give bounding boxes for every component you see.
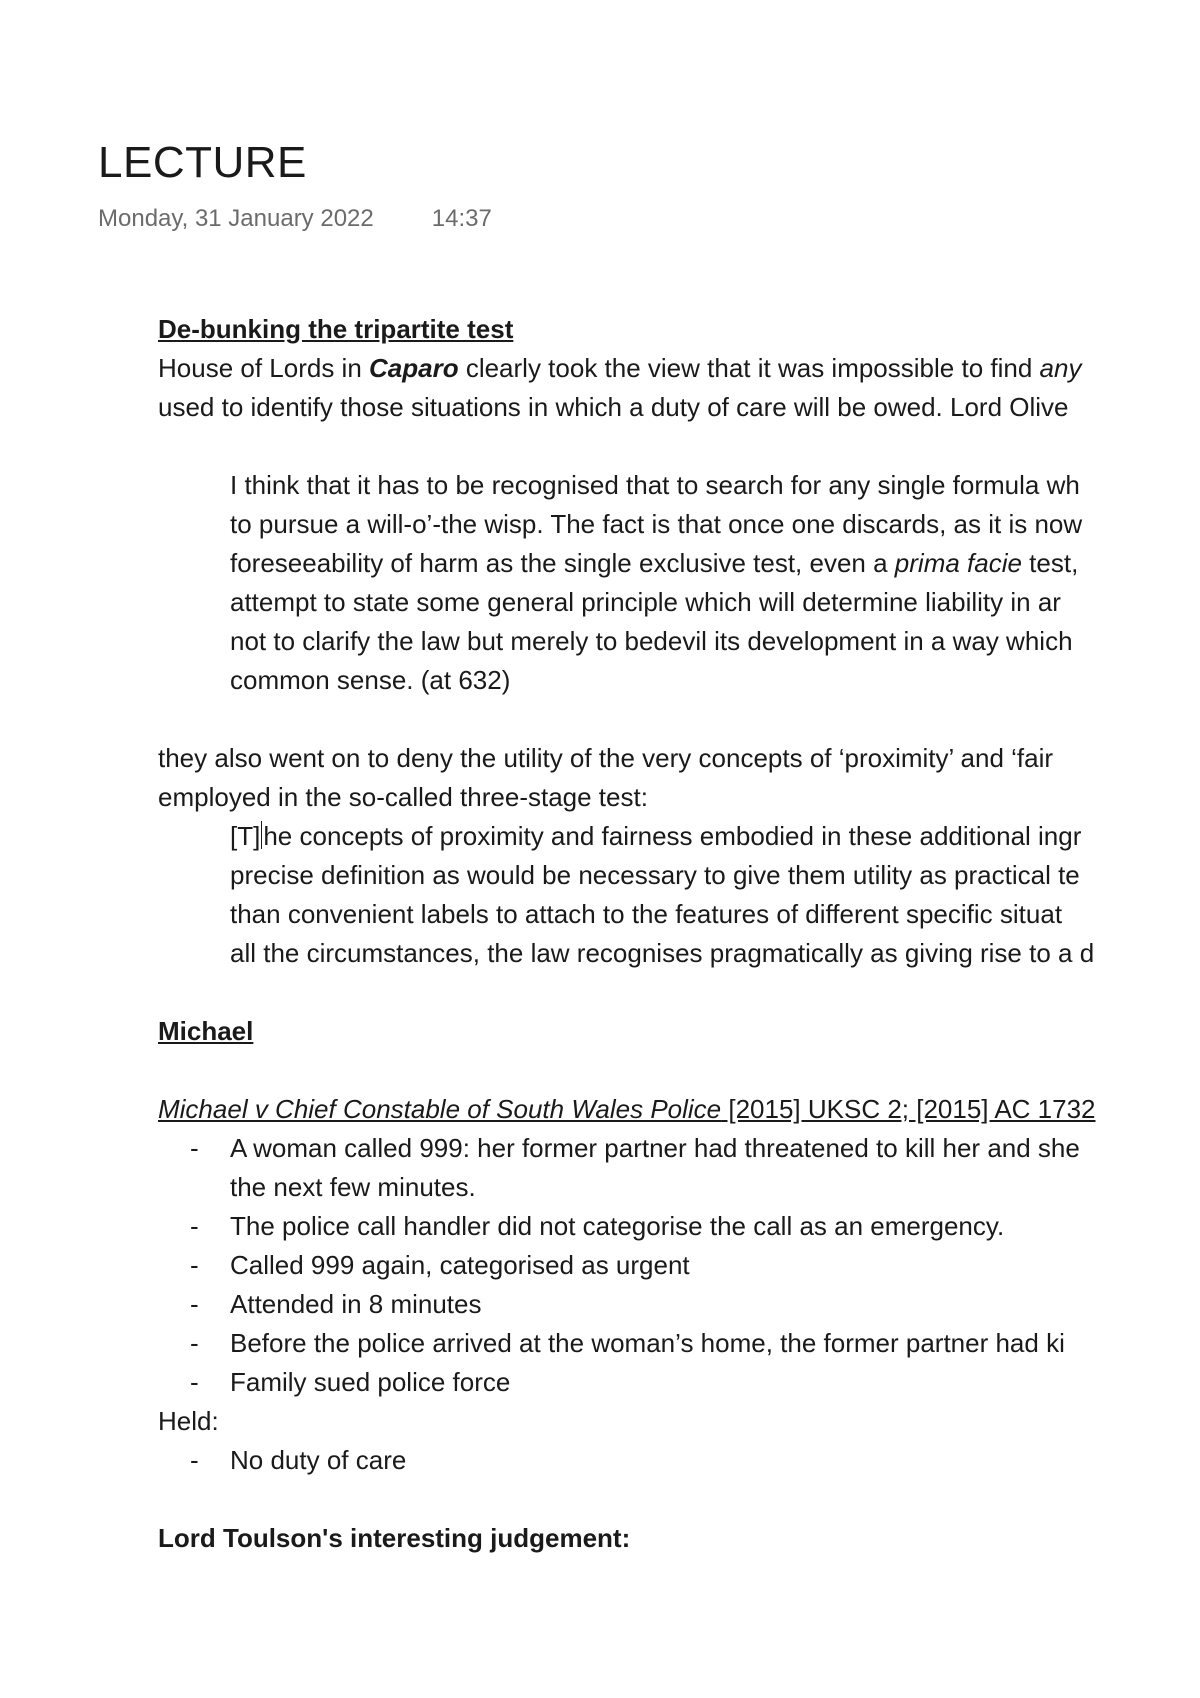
paragraph-proximity-line-1: they also went on to deny the utility of the very concepts of ‘proximity’ and ‘fair bbox=[158, 743, 1054, 773]
list-item-text: A woman called 999: her former partner had threatened to kill her and she bbox=[230, 1133, 1080, 1163]
bullet-dash: - bbox=[190, 1445, 199, 1475]
bullet-dash: - bbox=[190, 1328, 199, 1358]
list-item-text: Called 999 again, categorised as urgent bbox=[230, 1250, 690, 1280]
quote-oliver-line-6: common sense. (at 632) bbox=[230, 665, 511, 695]
list-item-text: Family sued police force bbox=[230, 1367, 511, 1397]
paragraph-caparo-line-1 bbox=[158, 349, 1200, 388]
text-run-italic: prima facie bbox=[894, 548, 1022, 578]
quote-proximity-line-4: all the circumstances, the law recognises pragmatically as giving rise to a d bbox=[230, 938, 1095, 968]
text-run: [T] bbox=[230, 821, 261, 851]
case-name-caparo: Caparo bbox=[369, 353, 459, 383]
text-run-italic: any bbox=[1039, 353, 1082, 383]
list-item bbox=[158, 1246, 1200, 1285]
bullet-dash: - bbox=[190, 1211, 199, 1241]
paragraph-proximity-line-2: employed in the so-called three-stage test: bbox=[158, 782, 648, 812]
clipped-text-line bbox=[158, 1571, 1200, 1577]
text-run: he concepts of proximity and fairness embodied in these additional ingr bbox=[263, 821, 1082, 851]
quote-proximity-line-1 bbox=[158, 817, 1200, 856]
quote-oliver-line-4: attempt to state some general principle which will determine liability in ar bbox=[230, 587, 1061, 617]
quote-oliver-line-1: I think that it has to be recognised that to search for any single formula wh bbox=[230, 470, 1080, 500]
bullet-dash: - bbox=[190, 1367, 199, 1397]
list-item bbox=[158, 1441, 1200, 1480]
page-date: Monday, 31 January 2022 bbox=[98, 205, 374, 232]
section-heading-toulson: Lord Toulson's interesting judgement: bbox=[158, 1523, 631, 1553]
note-content[interactable] bbox=[158, 310, 1200, 1558]
list-item-text: Attended in 8 minutes bbox=[230, 1289, 482, 1319]
quote-oliver-line-2: to pursue a will-o’-the wisp. The fact is that once one discards, as it is now bbox=[230, 509, 1083, 539]
bullet-dash: - bbox=[190, 1289, 199, 1319]
case-citation: [2015] UKSC 2; [2015] AC 1732 bbox=[721, 1094, 1096, 1124]
list-item-continuation: the next few minutes. bbox=[230, 1172, 476, 1202]
quote-oliver-line-3 bbox=[158, 544, 1200, 583]
section-heading-tripartite: De-bunking the tripartite test bbox=[158, 314, 514, 344]
list-item bbox=[158, 1129, 1200, 1168]
page-time: 14:37 bbox=[431, 205, 492, 232]
quote-proximity-line-3: than convenient labels to attach to the features of different specific situat bbox=[230, 899, 1063, 929]
list-item-text: Before the police arrived at the woman’s home, the former partner had ki bbox=[230, 1328, 1065, 1358]
bullet-dash: - bbox=[190, 1250, 199, 1280]
list-item-text: No duty of care bbox=[230, 1445, 407, 1475]
case-citation-line bbox=[158, 1090, 1200, 1129]
text-run: clearly took the view that it was impossible to find bbox=[458, 353, 1040, 383]
text-run: House of Lords in bbox=[158, 353, 370, 383]
page-title: LECTURE bbox=[98, 138, 307, 187]
list-item bbox=[158, 1207, 1200, 1246]
case-name-michael: Michael v Chief Constable of South Wales Police bbox=[158, 1094, 722, 1124]
list-item-text: The police call handler did not categorise the call as an emergency. bbox=[230, 1211, 1005, 1241]
quote-oliver-line-5: not to clarify the law but merely to bedevil its development in a way which bbox=[230, 626, 1073, 656]
list-item bbox=[158, 1324, 1200, 1363]
text-run: test, bbox=[1021, 548, 1079, 578]
bullet-dash: - bbox=[190, 1133, 199, 1163]
section-heading-michael: Michael bbox=[158, 1016, 254, 1046]
page-meta bbox=[98, 205, 492, 233]
list-item bbox=[158, 1285, 1200, 1324]
text-run: foreseeability of harm as the single exclusive test, even a bbox=[230, 548, 895, 578]
quote-proximity-line-2: precise definition as would be necessary to give them utility as practical te bbox=[230, 860, 1080, 890]
held-label: Held: bbox=[158, 1406, 219, 1436]
list-item bbox=[158, 1363, 1200, 1402]
paragraph-caparo-line-2: used to identify those situations in which a duty of care will be owed. Lord Olive bbox=[158, 392, 1069, 422]
